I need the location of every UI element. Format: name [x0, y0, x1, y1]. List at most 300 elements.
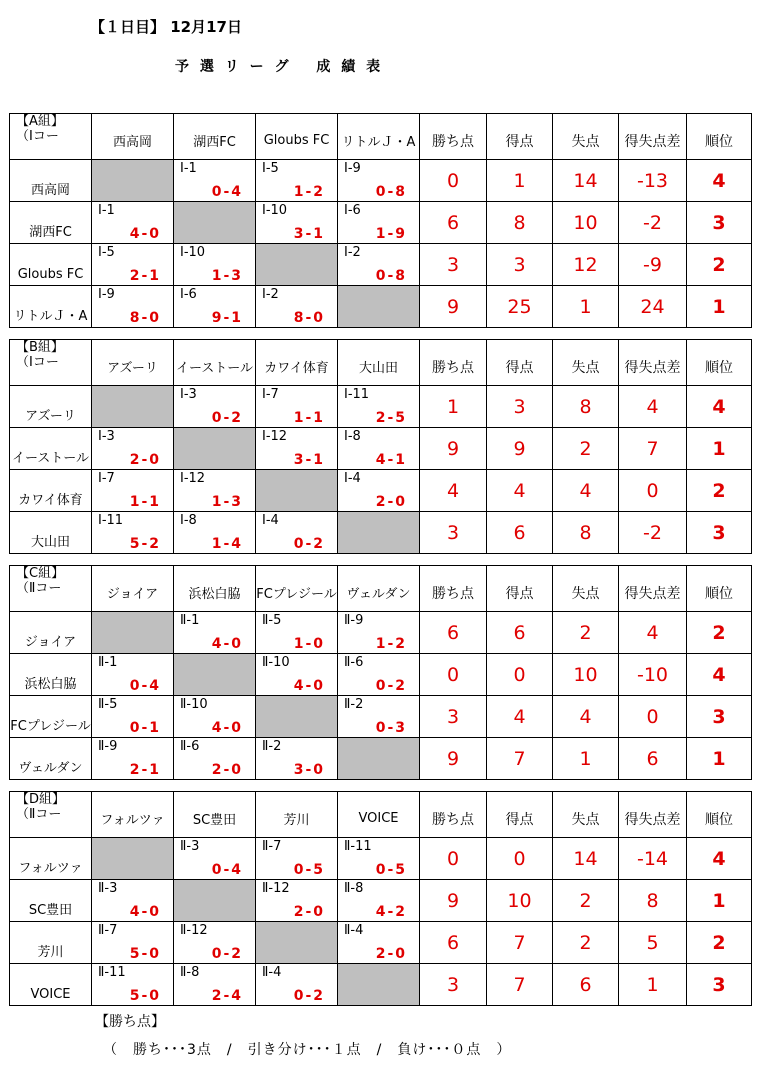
table-row: [10, 654, 752, 696]
rank-value: 2: [687, 244, 752, 286]
match-code: Ⅰ-7: [98, 471, 115, 486]
points-value: 4: [420, 470, 487, 512]
row-team-name: フォルツァ: [10, 838, 92, 880]
match-score: 2-0: [293, 904, 325, 920]
stat-header: 失点: [553, 792, 619, 838]
match-cell: [174, 244, 256, 286]
match-score: 4-0: [129, 226, 161, 242]
match-score: 4-0: [293, 678, 325, 694]
goals-for-value: 0: [487, 838, 553, 880]
goal-diff-value: 4: [619, 612, 687, 654]
goals-for-value: 0: [487, 654, 553, 696]
match-score: 0-2: [293, 988, 325, 1004]
goals-for-value: 7: [487, 922, 553, 964]
column-team-name: 湖西FC: [174, 114, 256, 160]
goals-against-value: 14: [553, 838, 619, 880]
match-cell: [338, 612, 420, 654]
match-score: 9-1: [211, 310, 243, 326]
table-row: [10, 512, 752, 554]
match-cell: [174, 838, 256, 880]
match-code: Ⅱ-1: [180, 613, 200, 628]
match-score: 1-1: [293, 410, 325, 426]
match-cell: [256, 880, 338, 922]
match-code: Ⅰ-12: [180, 471, 206, 486]
self-match-cell: [174, 654, 256, 696]
column-team-name: イーストール: [174, 340, 256, 386]
column-team-name: ジョイア: [92, 566, 174, 612]
rank-value: 3: [687, 964, 752, 1006]
match-score: 0-4: [211, 862, 243, 878]
column-team-name: VOICE: [338, 792, 420, 838]
goals-against-value: 1: [553, 286, 619, 328]
stat-header: 失点: [553, 114, 619, 160]
table-row: [10, 612, 752, 654]
stat-header: 得失点差: [619, 566, 687, 612]
stat-header: 勝ち点: [420, 340, 487, 386]
match-code: Ⅰ-12: [262, 429, 288, 444]
goal-diff-value: -2: [619, 512, 687, 554]
column-team-name: 西高岡: [92, 114, 174, 160]
points-value: 9: [420, 428, 487, 470]
match-cell: [174, 922, 256, 964]
court-name: （Ⅰコー: [16, 129, 59, 144]
match-cell: [92, 880, 174, 922]
points-value: 3: [420, 696, 487, 738]
match-cell: [338, 202, 420, 244]
match-score: 0-2: [375, 678, 407, 694]
row-team-name: イーストール: [10, 428, 92, 470]
match-code: Ⅱ-6: [180, 739, 200, 754]
group-label: [10, 340, 92, 386]
table-header-row: [10, 340, 752, 386]
goals-for-value: 8: [487, 202, 553, 244]
points-value: 9: [420, 738, 487, 780]
self-match-cell: [338, 512, 420, 554]
match-cell: [174, 738, 256, 780]
match-cell: [174, 612, 256, 654]
match-cell: [174, 470, 256, 512]
goal-diff-value: 1: [619, 964, 687, 1006]
match-code: Ⅰ-2: [344, 245, 361, 260]
match-score: 0-2: [211, 946, 243, 962]
stat-header: 得失点差: [619, 792, 687, 838]
table-header-row: [10, 792, 752, 838]
table-header-row: [10, 114, 752, 160]
match-cell: [174, 286, 256, 328]
match-cell: [256, 202, 338, 244]
match-code: Ⅱ-9: [98, 739, 118, 754]
match-cell: [174, 696, 256, 738]
goal-diff-value: 24: [619, 286, 687, 328]
column-team-name: アズーリ: [92, 340, 174, 386]
rank-value: 4: [687, 160, 752, 202]
match-code: Ⅱ-9: [344, 613, 364, 628]
group-table: [9, 565, 752, 780]
goal-diff-value: -9: [619, 244, 687, 286]
table-row: [10, 922, 752, 964]
row-team-name: 浜松白脇: [10, 654, 92, 696]
match-score: 1-3: [211, 494, 243, 510]
table-row: [10, 386, 752, 428]
match-cell: [256, 512, 338, 554]
match-score: 4-0: [129, 904, 161, 920]
match-code: Ⅰ-11: [98, 513, 124, 528]
points-value: 6: [420, 612, 487, 654]
goal-diff-value: -13: [619, 160, 687, 202]
match-code: Ⅰ-9: [98, 287, 115, 302]
match-score: 5-0: [129, 988, 161, 1004]
self-match-cell: [256, 470, 338, 512]
match-cell: [174, 386, 256, 428]
match-code: Ⅱ-4: [262, 965, 282, 980]
column-team-name: SC豊田: [174, 792, 256, 838]
goals-against-value: 12: [553, 244, 619, 286]
match-cell: [256, 838, 338, 880]
goals-for-value: 3: [487, 386, 553, 428]
match-code: Ⅰ-3: [98, 429, 115, 444]
goals-for-value: 4: [487, 470, 553, 512]
goals-for-value: 6: [487, 512, 553, 554]
self-match-cell: [338, 286, 420, 328]
table-row: [10, 880, 752, 922]
group-name: 【D組】: [16, 792, 66, 807]
self-match-cell: [256, 696, 338, 738]
match-score: 1-0: [293, 636, 325, 652]
points-value: 0: [420, 838, 487, 880]
match-cell: [338, 244, 420, 286]
row-team-name: Gloubs FC: [10, 244, 92, 286]
rank-value: 3: [687, 202, 752, 244]
match-cell: [92, 202, 174, 244]
match-code: Ⅱ-6: [344, 655, 364, 670]
match-code: Ⅱ-10: [262, 655, 290, 670]
match-score: 1-4: [211, 536, 243, 552]
points-value: 1: [420, 386, 487, 428]
self-match-cell: [92, 612, 174, 654]
self-match-cell: [338, 964, 420, 1006]
goals-against-value: 1: [553, 738, 619, 780]
match-cell: [92, 738, 174, 780]
group-table: [9, 339, 752, 554]
match-cell: [338, 696, 420, 738]
points-value: 9: [420, 286, 487, 328]
column-team-name: 浜松白脇: [174, 566, 256, 612]
column-team-name: 芳川: [256, 792, 338, 838]
table-row: [10, 964, 752, 1006]
row-team-name: FCプレジール: [10, 696, 92, 738]
match-cell: [92, 244, 174, 286]
goals-for-value: 7: [487, 738, 553, 780]
row-team-name: 大山田: [10, 512, 92, 554]
rank-value: 1: [687, 880, 752, 922]
match-cell: [338, 160, 420, 202]
match-code: Ⅱ-11: [98, 965, 126, 980]
match-score: 2-4: [211, 988, 243, 1004]
court-name: （Ⅱコー: [16, 581, 62, 596]
row-team-name: VOICE: [10, 964, 92, 1006]
table-row: [10, 202, 752, 244]
match-score: 3-0: [293, 762, 325, 778]
goals-against-value: 4: [553, 696, 619, 738]
points-title: 【勝ち点】: [95, 1014, 165, 1030]
match-score: 1-3: [211, 268, 243, 284]
match-code: Ⅱ-11: [344, 839, 372, 854]
match-code: Ⅱ-8: [344, 881, 364, 896]
column-team-name: Gloubs FC: [256, 114, 338, 160]
self-match-cell: [338, 738, 420, 780]
match-score: 1-2: [293, 184, 325, 200]
court-name: （Ⅱコー: [16, 807, 62, 822]
goals-for-value: 10: [487, 880, 553, 922]
match-score: 8-0: [293, 310, 325, 326]
stat-header: 勝ち点: [420, 114, 487, 160]
match-score: 0-5: [375, 862, 407, 878]
match-code: Ⅱ-12: [180, 923, 208, 938]
goals-for-value: 6: [487, 612, 553, 654]
match-score: 2-1: [129, 268, 161, 284]
match-code: Ⅰ-1: [98, 203, 115, 218]
goals-against-value: 10: [553, 654, 619, 696]
match-code: Ⅰ-10: [180, 245, 206, 260]
goals-against-value: 8: [553, 386, 619, 428]
match-code: Ⅱ-3: [180, 839, 200, 854]
table-row: [10, 286, 752, 328]
match-cell: [174, 964, 256, 1006]
column-team-name: ヴェルダン: [338, 566, 420, 612]
row-team-name: ヴェルダン: [10, 738, 92, 780]
points-value: 3: [420, 244, 487, 286]
stat-header: 順位: [687, 114, 752, 160]
group-label: [10, 566, 92, 612]
match-score: 0-1: [129, 720, 161, 736]
match-cell: [174, 512, 256, 554]
match-cell: [92, 428, 174, 470]
match-cell: [92, 696, 174, 738]
table-row: [10, 738, 752, 780]
column-team-name: FCプレジール: [256, 566, 338, 612]
goals-against-value: 2: [553, 880, 619, 922]
stat-header: 順位: [687, 792, 752, 838]
stat-header: 勝ち点: [420, 566, 487, 612]
match-code: Ⅰ-8: [344, 429, 361, 444]
match-score: 0-8: [375, 268, 407, 284]
table-row: [10, 160, 752, 202]
match-code: Ⅰ-4: [344, 471, 361, 486]
goal-diff-value: 0: [619, 470, 687, 512]
stat-header: 失点: [553, 566, 619, 612]
goals-for-value: 25: [487, 286, 553, 328]
match-code: Ⅰ-6: [180, 287, 197, 302]
row-team-name: ジョイア: [10, 612, 92, 654]
stat-header: 得点: [487, 340, 553, 386]
match-score: 0-5: [293, 862, 325, 878]
match-score: 2-0: [375, 494, 407, 510]
match-cell: [338, 428, 420, 470]
match-cell: [338, 654, 420, 696]
match-cell: [256, 654, 338, 696]
self-match-cell: [174, 202, 256, 244]
match-code: Ⅰ-1: [180, 161, 197, 176]
row-team-name: リトルＪ・A: [10, 286, 92, 328]
match-code: Ⅱ-7: [98, 923, 118, 938]
table-row: [10, 838, 752, 880]
match-code: Ⅰ-6: [344, 203, 361, 218]
match-code: Ⅱ-10: [180, 697, 208, 712]
stat-header: 得失点差: [619, 114, 687, 160]
goals-against-value: 4: [553, 470, 619, 512]
match-cell: [256, 428, 338, 470]
column-team-name: 大山田: [338, 340, 420, 386]
goals-against-value: 2: [553, 428, 619, 470]
match-code: Ⅰ-7: [262, 387, 279, 402]
stat-header: 得失点差: [619, 340, 687, 386]
page-title: 予 選 リ ー グ 成 績 表: [175, 59, 384, 75]
self-match-cell: [92, 160, 174, 202]
match-cell: [92, 470, 174, 512]
match-score: 0-2: [293, 536, 325, 552]
row-team-name: SC豊田: [10, 880, 92, 922]
goals-for-value: 1: [487, 160, 553, 202]
match-code: Ⅱ-5: [98, 697, 118, 712]
row-team-name: 西高岡: [10, 160, 92, 202]
match-cell: [256, 286, 338, 328]
match-code: Ⅰ-10: [262, 203, 288, 218]
stat-header: 得点: [487, 792, 553, 838]
match-score: 1-9: [375, 226, 407, 242]
match-cell: [174, 160, 256, 202]
match-code: Ⅱ-7: [262, 839, 282, 854]
match-score: 2-0: [211, 762, 243, 778]
points-value: 6: [420, 922, 487, 964]
match-code: Ⅱ-8: [180, 965, 200, 980]
points-rule: （ 勝ち･･･3点 / 引き分け･･･１点 / 負け･･･０点 ）: [103, 1042, 512, 1058]
match-score: 0-4: [129, 678, 161, 694]
table-header-row: [10, 566, 752, 612]
match-score: 5-0: [129, 946, 161, 962]
court-name: （Ⅰコー: [16, 355, 59, 370]
group-name: 【A組】: [16, 114, 64, 129]
match-code: Ⅱ-12: [262, 881, 290, 896]
rank-value: 4: [687, 838, 752, 880]
points-value: 3: [420, 512, 487, 554]
match-score: 0-2: [211, 410, 243, 426]
match-score: 3-1: [293, 452, 325, 468]
row-team-name: 湖西FC: [10, 202, 92, 244]
match-score: 2-0: [375, 946, 407, 962]
points-value: 0: [420, 160, 487, 202]
rank-value: 3: [687, 696, 752, 738]
rank-value: 4: [687, 386, 752, 428]
row-team-name: アズーリ: [10, 386, 92, 428]
rank-value: 2: [687, 470, 752, 512]
match-score: 1-1: [129, 494, 161, 510]
table-row: [10, 428, 752, 470]
rank-value: 2: [687, 922, 752, 964]
goal-diff-value: -2: [619, 202, 687, 244]
points-value: 0: [420, 654, 487, 696]
table-row: [10, 470, 752, 512]
match-score: 3-1: [293, 226, 325, 242]
match-cell: [92, 922, 174, 964]
column-team-name: リトルＪ・A: [338, 114, 420, 160]
match-code: Ⅱ-1: [98, 655, 118, 670]
match-cell: [92, 964, 174, 1006]
match-code: Ⅰ-8: [180, 513, 197, 528]
rank-value: 3: [687, 512, 752, 554]
goals-against-value: 14: [553, 160, 619, 202]
rank-value: 1: [687, 428, 752, 470]
match-cell: [338, 922, 420, 964]
day-header: 【１日目】 12月17日: [90, 18, 242, 36]
goal-diff-value: 6: [619, 738, 687, 780]
match-cell: [92, 512, 174, 554]
match-code: Ⅱ-5: [262, 613, 282, 628]
match-score: 0-4: [211, 184, 243, 200]
group-name: 【B組】: [16, 340, 64, 355]
group-label: [10, 792, 92, 838]
stat-header: 順位: [687, 566, 752, 612]
goal-diff-value: 4: [619, 386, 687, 428]
column-team-name: フォルツァ: [92, 792, 174, 838]
match-cell: [256, 964, 338, 1006]
goals-for-value: 9: [487, 428, 553, 470]
goal-diff-value: -14: [619, 838, 687, 880]
match-score: 4-0: [211, 720, 243, 736]
goals-for-value: 7: [487, 964, 553, 1006]
self-match-cell: [256, 244, 338, 286]
goals-against-value: 10: [553, 202, 619, 244]
match-score: 1-2: [375, 636, 407, 652]
rank-value: 1: [687, 738, 752, 780]
table-row: [10, 696, 752, 738]
match-score: 5-2: [129, 536, 161, 552]
points-value: 6: [420, 202, 487, 244]
match-code: Ⅱ-4: [344, 923, 364, 938]
match-score: 8-0: [129, 310, 161, 326]
match-cell: [256, 738, 338, 780]
points-value: 3: [420, 964, 487, 1006]
goals-against-value: 2: [553, 922, 619, 964]
match-code: Ⅰ-4: [262, 513, 279, 528]
match-score: 4-2: [375, 904, 407, 920]
row-team-name: 芳川: [10, 922, 92, 964]
row-team-name: カワイ体育: [10, 470, 92, 512]
table-row: [10, 244, 752, 286]
column-team-name: カワイ体育: [256, 340, 338, 386]
goal-diff-value: 8: [619, 880, 687, 922]
match-cell: [338, 470, 420, 512]
goals-for-value: 3: [487, 244, 553, 286]
stat-header: 得点: [487, 114, 553, 160]
group-name: 【C組】: [16, 566, 65, 581]
match-score: 0-3: [375, 720, 407, 736]
match-score: 4-1: [375, 452, 407, 468]
goals-for-value: 4: [487, 696, 553, 738]
match-cell: [92, 286, 174, 328]
rank-value: 1: [687, 286, 752, 328]
match-score: 4-0: [211, 636, 243, 652]
points-value: 9: [420, 880, 487, 922]
match-code: Ⅱ-2: [344, 697, 364, 712]
match-score: 2-0: [129, 452, 161, 468]
match-cell: [92, 654, 174, 696]
goal-diff-value: -10: [619, 654, 687, 696]
self-match-cell: [174, 428, 256, 470]
match-score: 2-1: [129, 762, 161, 778]
group-table: [9, 791, 752, 1006]
goals-against-value: 2: [553, 612, 619, 654]
match-code: Ⅰ-9: [344, 161, 361, 176]
